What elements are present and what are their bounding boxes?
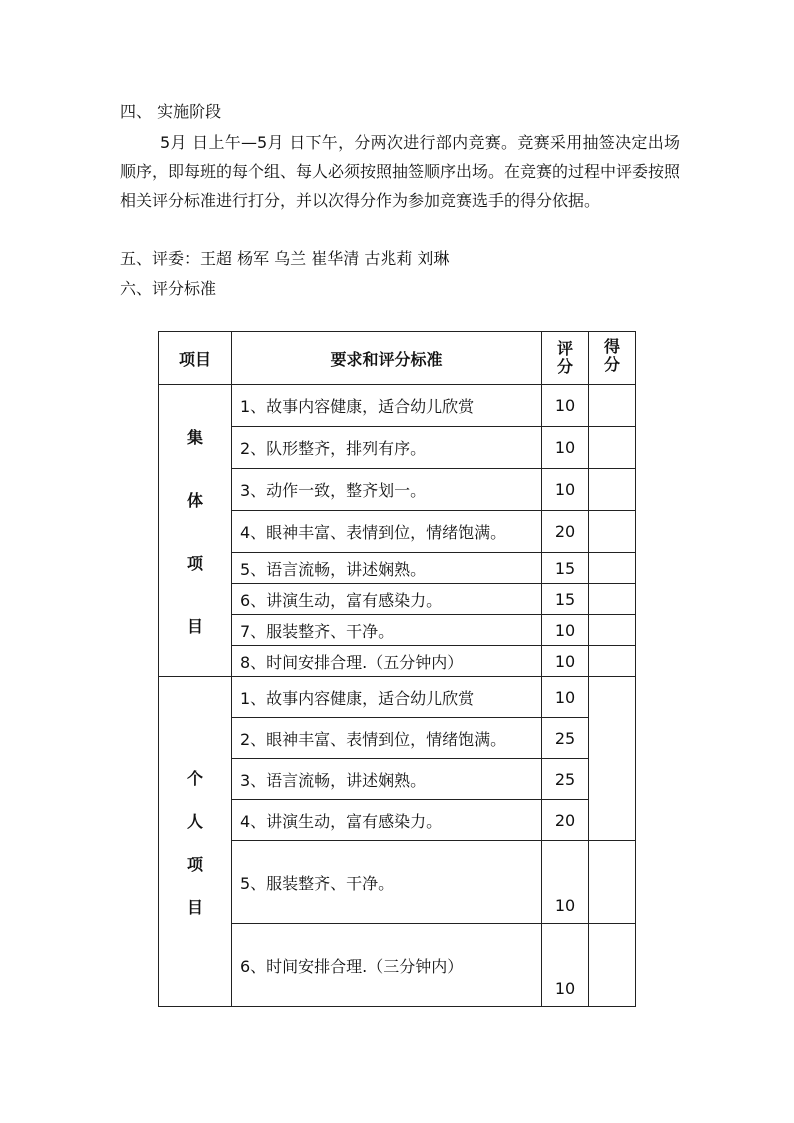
score-cell [589,427,636,469]
group-individual-label [159,677,232,1007]
points-cell: 25 [542,759,589,800]
criteria-cell: 3、语言流畅，讲述娴熟。 [232,759,542,800]
group-individual-char: 个 [186,768,203,788]
score-cell [589,511,636,553]
points-cell: 10 [542,385,589,427]
points-cell: 15 [542,553,589,584]
points-cell: 10 [542,924,589,1007]
score-cell [589,385,636,427]
criteria-cell: 6、讲演生动，富有感染力。 [232,584,542,615]
header-score-bottom: 分 [603,355,620,374]
header-item: 项目 [159,332,232,385]
score-cell [589,553,636,584]
criteria-cell: 7、服装整齐、干净。 [232,615,542,646]
points-cell: 10 [542,427,589,469]
table-row [159,677,636,718]
section-6-heading: 六、评分标准 [120,279,217,298]
score-cell [589,615,636,646]
score-cell [589,584,636,615]
header-points-top: 评 [556,339,573,358]
criteria-cell: 4、讲演生动，富有感染力。 [232,800,542,841]
section-5-judges: 五、评委：王超 杨军 乌兰 崔华清 古兆莉 刘琳 [120,249,450,268]
points-cell: 15 [542,584,589,615]
criteria-cell: 2、眼神丰富、表情到位，情绪饱满。 [232,718,542,759]
score-cell [589,469,636,511]
group-individual-char: 目 [186,897,203,917]
points-cell: 20 [542,511,589,553]
table-row [159,385,636,427]
section-4-paragraph: 5月 日上午—5月 日下午，分两次进行部内竞赛。竞赛采用抽签决定出场顺序，即每班的每个组、每人必须按照抽签顺序出场。在竞赛的过程中评委按照相关评分标准进行打分，并以次得分作为参加竞赛选手的得分依据。 [120,133,681,210]
scoring-table [158,331,636,1007]
group-collective-char: 集 [186,427,203,447]
points-cell: 10 [542,469,589,511]
score-cell [589,646,636,677]
section-4-heading: 四、 实施阶段 [120,102,222,121]
score-cell [589,924,636,1007]
header-score-top: 得 [603,337,620,356]
criteria-cell: 3、动作一致，整齐划一。 [232,469,542,511]
score-cell [589,841,636,924]
points-cell: 20 [542,800,589,841]
group-collective-char: 体 [186,490,203,510]
header-points [542,332,589,385]
criteria-cell: 8、时间安排合理.（五分钟内） [232,646,542,677]
group-collective-label [159,385,232,677]
header-criteria: 要求和评分标准 [232,332,542,385]
criteria-cell: 5、语言流畅，讲述娴熟。 [232,553,542,584]
table-header-row [159,332,636,385]
criteria-cell: 6、时间安排合理.（三分钟内） [232,924,542,1007]
points-cell: 25 [542,718,589,759]
header-score [589,332,636,385]
header-points-bottom: 分 [556,357,573,376]
points-cell: 10 [542,677,589,718]
group-individual-char: 人 [186,811,203,831]
criteria-cell: 2、队形整齐，排列有序。 [232,427,542,469]
group-collective-char: 项 [186,553,203,573]
points-cell: 10 [542,615,589,646]
group-individual-char: 项 [186,854,203,874]
criteria-cell: 1、故事内容健康，适合幼儿欣赏 [232,677,542,718]
points-cell: 10 [542,646,589,677]
criteria-cell: 4、眼神丰富、表情到位，情绪饱满。 [232,511,542,553]
score-cell-merged [589,677,636,841]
criteria-cell: 5、服装整齐、干净。 [232,841,542,924]
group-collective-char: 目 [186,616,203,636]
criteria-cell: 1、故事内容健康，适合幼儿欣赏 [232,385,542,427]
points-cell: 10 [542,841,589,924]
